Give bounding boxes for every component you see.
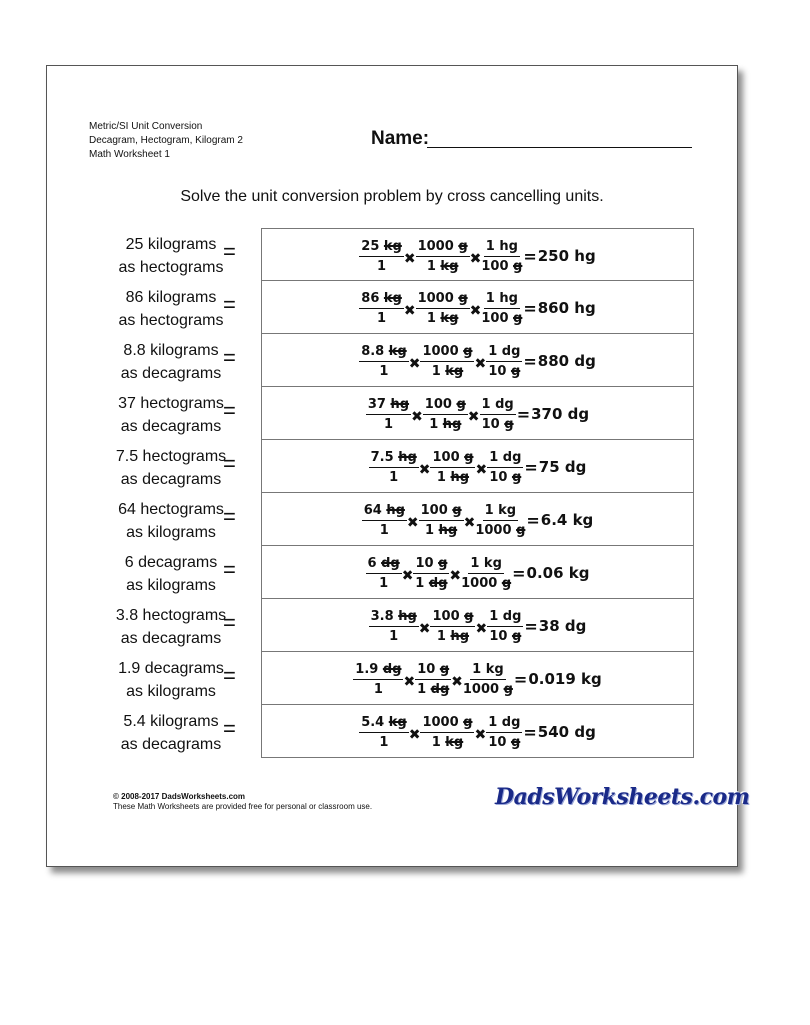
fraction-numerator: 1000 g [416, 291, 470, 309]
cancelled-unit: g [516, 522, 526, 538]
problem-question [101, 498, 241, 544]
cancelled-unit: hg [398, 608, 417, 624]
conversion-expression [262, 287, 693, 329]
fraction-conversion-1 [420, 715, 474, 750]
conversion-result: 0.019 kg [528, 670, 602, 688]
fraction-denominator: 1 [389, 628, 399, 644]
cancelled-unit: g [504, 416, 514, 432]
fraction-numerator: 1000 g [420, 344, 474, 362]
problem-target-unit: as hectograms [118, 259, 224, 276]
cancelled-unit: hg [450, 628, 470, 644]
fraction-denominator: 100 g [481, 258, 523, 274]
cancelled-unit: dg [382, 661, 402, 677]
fraction-denominator: 1 [377, 258, 387, 274]
cancelled-unit: hg [398, 449, 417, 465]
conversion-expression [262, 711, 693, 753]
fraction-start [359, 715, 409, 750]
fraction-denominator: 1 [373, 681, 383, 697]
fraction-denominator: 1 kg [431, 734, 464, 750]
problem-quantity: 6 decagrams [124, 554, 218, 571]
cancelled-unit: hg [438, 522, 458, 538]
cancelled-unit: g [463, 343, 473, 359]
fraction-start [369, 450, 419, 485]
multiply-sign: ✖ [418, 621, 431, 637]
fraction-start [359, 344, 409, 379]
conversion-expression [262, 235, 693, 277]
cancelled-unit: dg [430, 681, 450, 697]
cancelled-unit: hg [442, 416, 462, 432]
equals-sign: = [523, 246, 537, 266]
cancelled-unit: kg [388, 714, 407, 730]
question-equals-sign: = [223, 504, 236, 529]
cancelled-unit: kg [388, 343, 407, 359]
cancelled-unit: g [511, 469, 522, 485]
multiply-sign: ✖ [403, 251, 416, 267]
header-sheet-number: Math Worksheet 1 [89, 149, 170, 160]
problem-question [101, 339, 241, 385]
multiply-sign: ✖ [401, 568, 414, 584]
fraction-denominator: 1000 g [461, 575, 512, 591]
fraction-denominator: 1 kg [426, 258, 459, 274]
fraction-conversion-1 [413, 556, 449, 591]
fraction-conversion-2 [463, 662, 513, 697]
problem-row [47, 599, 737, 652]
header-subject: Metric/SI Unit Conversion [89, 121, 203, 132]
fraction-numerator: 100 g [430, 450, 475, 468]
problem-row [47, 334, 737, 387]
conversion-result: 540 dg [537, 723, 596, 741]
conversion-expression [262, 446, 693, 488]
fraction-start [359, 291, 404, 326]
cancelled-unit: dg [381, 555, 400, 571]
question-equals-sign: = [223, 398, 236, 423]
equals-sign: = [513, 669, 528, 689]
question-equals-sign: = [223, 345, 236, 370]
fraction-start [359, 239, 404, 274]
fraction-denominator: 10 g [481, 416, 514, 432]
multiply-sign: ✖ [463, 515, 476, 531]
cancelled-unit: kg [445, 734, 464, 750]
equals-sign: = [523, 351, 537, 371]
problem-question [101, 392, 241, 438]
cancelled-unit: g [511, 628, 522, 644]
fraction-numerator: 5.4 kg [359, 715, 409, 733]
fraction-numerator: 10 g [413, 556, 449, 574]
cancelled-unit: hg [390, 396, 410, 412]
conversion-result: 0.06 kg [526, 564, 590, 582]
problem-quantity: 8.8 kilograms [123, 342, 219, 359]
multiply-sign: ✖ [475, 462, 488, 478]
problem-question [101, 286, 241, 332]
fraction-denominator: 1 hg [436, 469, 470, 485]
worksheet-page [46, 65, 750, 867]
cancelled-unit: g [463, 714, 473, 730]
question-equals-sign: = [223, 716, 236, 741]
equals-sign: = [512, 563, 526, 583]
problem-row [47, 387, 737, 440]
conversion-result: 38 dg [538, 617, 587, 635]
fraction-conversion-1 [419, 503, 464, 538]
problem-target-unit: as kilograms [126, 524, 216, 541]
answer-cell [261, 493, 694, 546]
fraction-denominator: 10 g [489, 469, 522, 485]
multiply-sign: ✖ [403, 303, 416, 319]
problem-quantity: 5.4 kilograms [123, 713, 219, 730]
question-equals-sign: = [223, 557, 236, 582]
fraction-start [366, 556, 402, 591]
problem-row [47, 652, 737, 705]
cancelled-unit: kg [383, 238, 402, 254]
fraction-numerator: 7.5 hg [369, 450, 419, 468]
cancelled-unit: kg [445, 363, 464, 379]
fraction-numerator: 1 kg [468, 556, 504, 574]
fraction-numerator: 1 dg [487, 450, 523, 468]
answer-cell [261, 228, 694, 281]
cancelled-unit: g [458, 290, 468, 306]
equals-sign: = [524, 457, 538, 477]
fraction-numerator: 100 g [430, 609, 475, 627]
conversion-expression [262, 658, 693, 700]
problem-target-unit: as kilograms [126, 683, 216, 700]
fraction-conversion-1 [416, 239, 470, 274]
fraction-numerator: 1 dg [480, 397, 516, 415]
conversion-result: 860 hg [537, 299, 596, 317]
problem-question [101, 233, 241, 279]
fraction-denominator: 1 dg [415, 575, 448, 591]
name-label: Name: [371, 128, 430, 149]
conversion-expression [262, 605, 693, 647]
fraction-denominator: 1000 g [462, 681, 513, 697]
problem-target-unit: as decagrams [120, 418, 222, 435]
fraction-numerator: 6 dg [366, 556, 402, 574]
problem-row [47, 228, 737, 281]
answer-cell [261, 334, 694, 387]
conversion-result: 880 dg [537, 352, 596, 370]
fraction-denominator: 1 [379, 575, 389, 591]
fraction-numerator: 86 kg [359, 291, 404, 309]
cancelled-unit: g [438, 555, 448, 571]
fraction-denominator: 1 [379, 734, 389, 750]
cancelled-unit: kg [440, 258, 459, 274]
fraction-numerator: 1 dg [487, 609, 523, 627]
fraction-conversion-2 [461, 556, 511, 591]
instruction-text: Solve the unit conversion problem by cross cancelling units. [180, 188, 604, 205]
fraction-start [353, 662, 403, 697]
multiply-sign: ✖ [403, 674, 416, 690]
equals-sign: = [516, 404, 531, 424]
problem-quantity: 3.8 hectograms [115, 607, 227, 624]
fraction-start [369, 609, 419, 644]
fraction-conversion-1 [420, 344, 474, 379]
cancelled-unit: hg [450, 469, 470, 485]
fraction-numerator: 37 hg [366, 397, 411, 415]
fraction-denominator: 1 [377, 310, 387, 326]
equals-sign: = [523, 722, 537, 742]
fraction-numerator: 3.8 hg [369, 609, 419, 627]
fraction-conversion-1 [415, 662, 451, 697]
answer-cell [261, 652, 694, 705]
footer [113, 792, 372, 812]
problem-target-unit: as decagrams [120, 630, 222, 647]
fraction-denominator: 1 kg [426, 310, 459, 326]
problem-target-unit: as decagrams [120, 365, 222, 382]
cancelled-unit: g [456, 396, 466, 412]
fraction-numerator: 1000 g [420, 715, 474, 733]
fraction-conversion-1 [416, 291, 470, 326]
fraction-conversion-2 [481, 291, 522, 326]
problem-quantity: 25 kilograms [125, 236, 217, 253]
cancelled-unit: hg [386, 502, 405, 518]
problem-row [47, 281, 737, 334]
problem-question [101, 604, 241, 650]
multiply-sign: ✖ [406, 515, 419, 531]
answer-cell [261, 705, 694, 758]
fraction-conversion-2 [487, 450, 523, 485]
copyright-text: © 2008-2017 DadsWorksheets.com [113, 792, 246, 801]
fraction-numerator: 1 dg [486, 715, 522, 733]
fraction-numerator: 100 g [419, 503, 464, 521]
question-equals-sign: = [223, 451, 236, 476]
fraction-numerator: 10 g [415, 662, 451, 680]
multiply-sign: ✖ [474, 356, 487, 372]
fraction-numerator: 1 hg [484, 239, 520, 257]
question-equals-sign: = [223, 663, 236, 688]
fraction-numerator: 1.9 dg [353, 662, 403, 680]
question-equals-sign: = [223, 292, 236, 317]
fraction-start [366, 397, 411, 432]
fraction-numerator: 25 kg [359, 239, 404, 257]
fraction-numerator: 1 dg [486, 344, 522, 362]
fraction-numerator: 100 g [423, 397, 468, 415]
cancelled-unit: g [464, 449, 474, 465]
problem-target-unit: as decagrams [120, 471, 222, 488]
multiply-sign: ✖ [467, 409, 480, 425]
fraction-denominator: 1 hg [436, 628, 470, 644]
fraction-conversion-2 [486, 344, 522, 379]
fraction-numerator: 8.8 kg [359, 344, 409, 362]
question-equals-sign: = [223, 239, 236, 264]
equals-sign: = [523, 298, 537, 318]
fraction-denominator: 1 dg [417, 681, 450, 697]
multiply-sign: ✖ [475, 621, 488, 637]
problem-row [47, 546, 737, 599]
multiply-sign: ✖ [469, 303, 482, 319]
fraction-numerator: 1000 g [416, 239, 470, 257]
fraction-denominator: 1000 g [475, 522, 526, 538]
answer-cell [261, 387, 694, 440]
fraction-denominator: 10 g [488, 363, 521, 379]
fraction-denominator: 10 g [489, 628, 522, 644]
cancelled-unit: dg [428, 575, 448, 591]
fraction-numerator: 1 kg [483, 503, 519, 521]
problem-question [101, 657, 241, 703]
fraction-numerator: 1 hg [484, 291, 520, 309]
fraction-conversion-2 [481, 239, 522, 274]
problem-row [47, 705, 737, 758]
problem-quantity: 1.9 decagrams [118, 660, 224, 677]
problem-row [47, 440, 737, 493]
cancelled-unit: g [464, 608, 474, 624]
multiply-sign: ✖ [474, 727, 487, 743]
cancelled-unit: g [513, 258, 523, 274]
cancelled-unit: kg [383, 290, 402, 306]
multiply-sign: ✖ [408, 356, 421, 372]
fraction-denominator: 1 hg [429, 416, 462, 432]
fraction-start [362, 503, 407, 538]
fraction-conversion-1 [430, 609, 475, 644]
fraction-conversion-1 [423, 397, 468, 432]
fraction-denominator: 1 hg [425, 522, 458, 538]
multiply-sign: ✖ [408, 727, 421, 743]
cancelled-unit: g [452, 502, 462, 518]
multiply-sign: ✖ [469, 251, 482, 267]
answer-cell [261, 281, 694, 334]
conversion-result: 6.4 kg [540, 511, 594, 529]
worksheet-header [89, 120, 243, 162]
problem-target-unit: as decagrams [120, 736, 222, 753]
fraction-denominator: 1 [383, 416, 393, 432]
problem-target-unit: as kilograms [126, 577, 216, 594]
fraction-denominator: 1 kg [431, 363, 464, 379]
problem-question [101, 710, 241, 756]
cancelled-unit: g [458, 238, 468, 254]
equals-sign: = [526, 510, 540, 530]
answer-cell [261, 440, 694, 493]
fraction-conversion-2 [487, 609, 523, 644]
cancelled-unit: g [439, 661, 450, 677]
cancelled-unit: g [510, 363, 521, 379]
conversion-expression [262, 552, 693, 594]
problem-target-unit: as hectograms [118, 312, 224, 329]
fraction-conversion-2 [475, 503, 525, 538]
header-topic: Decagram, Hectogram, Kilogram 2 [89, 135, 243, 146]
conversion-result: 75 dg [538, 458, 587, 476]
problem-question [101, 551, 241, 597]
answer-cell [261, 599, 694, 652]
problem-quantity: 7.5 hectograms [115, 448, 227, 465]
fraction-conversion-2 [486, 715, 522, 750]
fraction-conversion-1 [430, 450, 475, 485]
conversion-expression [262, 393, 693, 435]
fraction-conversion-2 [480, 397, 516, 432]
equals-sign: = [524, 616, 538, 636]
name-line[interactable] [427, 147, 692, 148]
fraction-denominator: 10 g [488, 734, 521, 750]
problem-row [47, 493, 737, 546]
multiply-sign: ✖ [451, 674, 463, 690]
multiply-sign: ✖ [418, 462, 431, 478]
problem-quantity: 64 hectograms [118, 501, 224, 518]
cancelled-unit: g [513, 310, 523, 326]
fraction-denominator: 1 [379, 522, 389, 538]
multiply-sign: ✖ [449, 568, 462, 584]
conversion-expression [262, 340, 693, 382]
problem-quantity: 86 kilograms [125, 289, 217, 306]
fraction-denominator: 1 [389, 469, 399, 485]
problem-question [101, 445, 241, 491]
cancelled-unit: g [501, 575, 512, 591]
fraction-denominator: 1 [379, 363, 389, 379]
question-equals-sign: = [223, 610, 236, 635]
cancelled-unit: kg [440, 310, 459, 326]
answer-cell [261, 546, 694, 599]
conversion-result: 370 dg [531, 405, 590, 423]
fraction-numerator: 1 kg [470, 662, 506, 680]
problem-quantity: 37 hectograms [118, 395, 224, 412]
conversion-result: 250 hg [537, 247, 596, 265]
fraction-denominator: 100 g [481, 310, 523, 326]
cancelled-unit: g [503, 681, 513, 697]
cancelled-unit: g [510, 734, 521, 750]
fraction-numerator: 64 hg [362, 503, 407, 521]
usage-notice: These Math Worksheets are provided free for personal or classroom use. [113, 802, 373, 811]
multiply-sign: ✖ [411, 409, 423, 425]
conversion-expression [262, 499, 693, 541]
dadsworksheets-logo: DadsWorksheets.com [495, 784, 750, 810]
